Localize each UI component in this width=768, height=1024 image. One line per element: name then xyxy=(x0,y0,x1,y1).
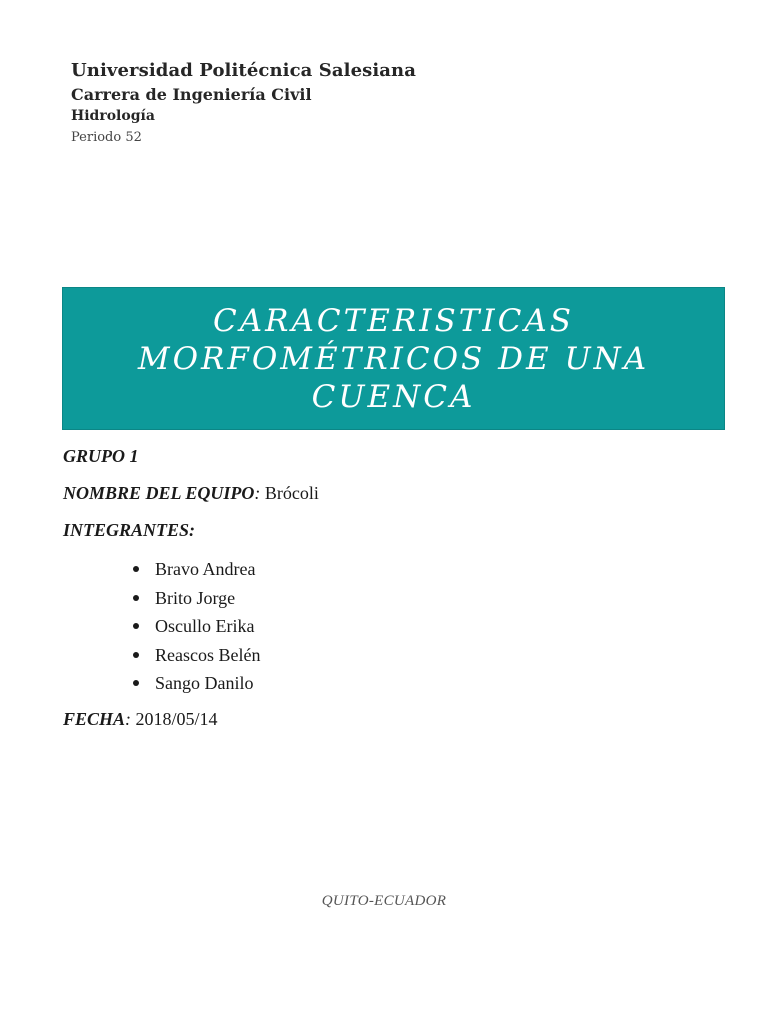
members-label: INTEGRANTES: xyxy=(63,520,196,540)
member-name: Sango Danilo xyxy=(155,673,254,693)
date-label: FECHA xyxy=(63,709,126,729)
bullet-icon xyxy=(133,623,139,629)
bullet-icon xyxy=(133,566,139,572)
document-title xyxy=(94,302,694,416)
list-item xyxy=(133,558,260,587)
bullet-icon xyxy=(133,652,139,658)
bullet-icon xyxy=(133,680,139,686)
career-name: Carrera de Ingeniería Civil xyxy=(71,85,312,104)
team-name: Brócoli xyxy=(264,483,319,503)
footer-location: QUITO-ECUADOR xyxy=(321,893,447,909)
date-colon: : xyxy=(125,709,132,729)
team-colon: : xyxy=(254,483,261,503)
document-header xyxy=(71,58,416,148)
list-item xyxy=(133,587,260,616)
team-label: NOMBRE DEL EQUIPO xyxy=(63,483,255,503)
team-line xyxy=(63,483,319,504)
list-item xyxy=(133,615,260,644)
list-item xyxy=(133,672,260,701)
member-name: Oscullo Erika xyxy=(155,616,255,636)
subject-name: Hidrología xyxy=(71,108,155,124)
title-line-1: CARACTERISTICAS xyxy=(213,302,574,339)
period-label: Periodo 52 xyxy=(71,130,142,145)
member-name: Bravo Andrea xyxy=(155,559,256,579)
group-label: GRUPO 1 xyxy=(63,446,139,466)
title-line-2: MORFOMÉTRICOS DE UNA xyxy=(137,340,650,377)
university-name: Universidad Politécnica Salesiana xyxy=(71,60,417,81)
member-name: Brito Jorge xyxy=(155,587,236,608)
members-list xyxy=(133,558,260,701)
title-line-3: CUENCA xyxy=(311,378,476,415)
list-item xyxy=(133,644,260,673)
member-name: Reascos Belén xyxy=(155,644,261,665)
date-value: 2018/05/14 xyxy=(135,709,218,729)
title-banner xyxy=(62,287,725,430)
bullet-icon xyxy=(133,595,139,601)
date-line xyxy=(63,709,218,730)
